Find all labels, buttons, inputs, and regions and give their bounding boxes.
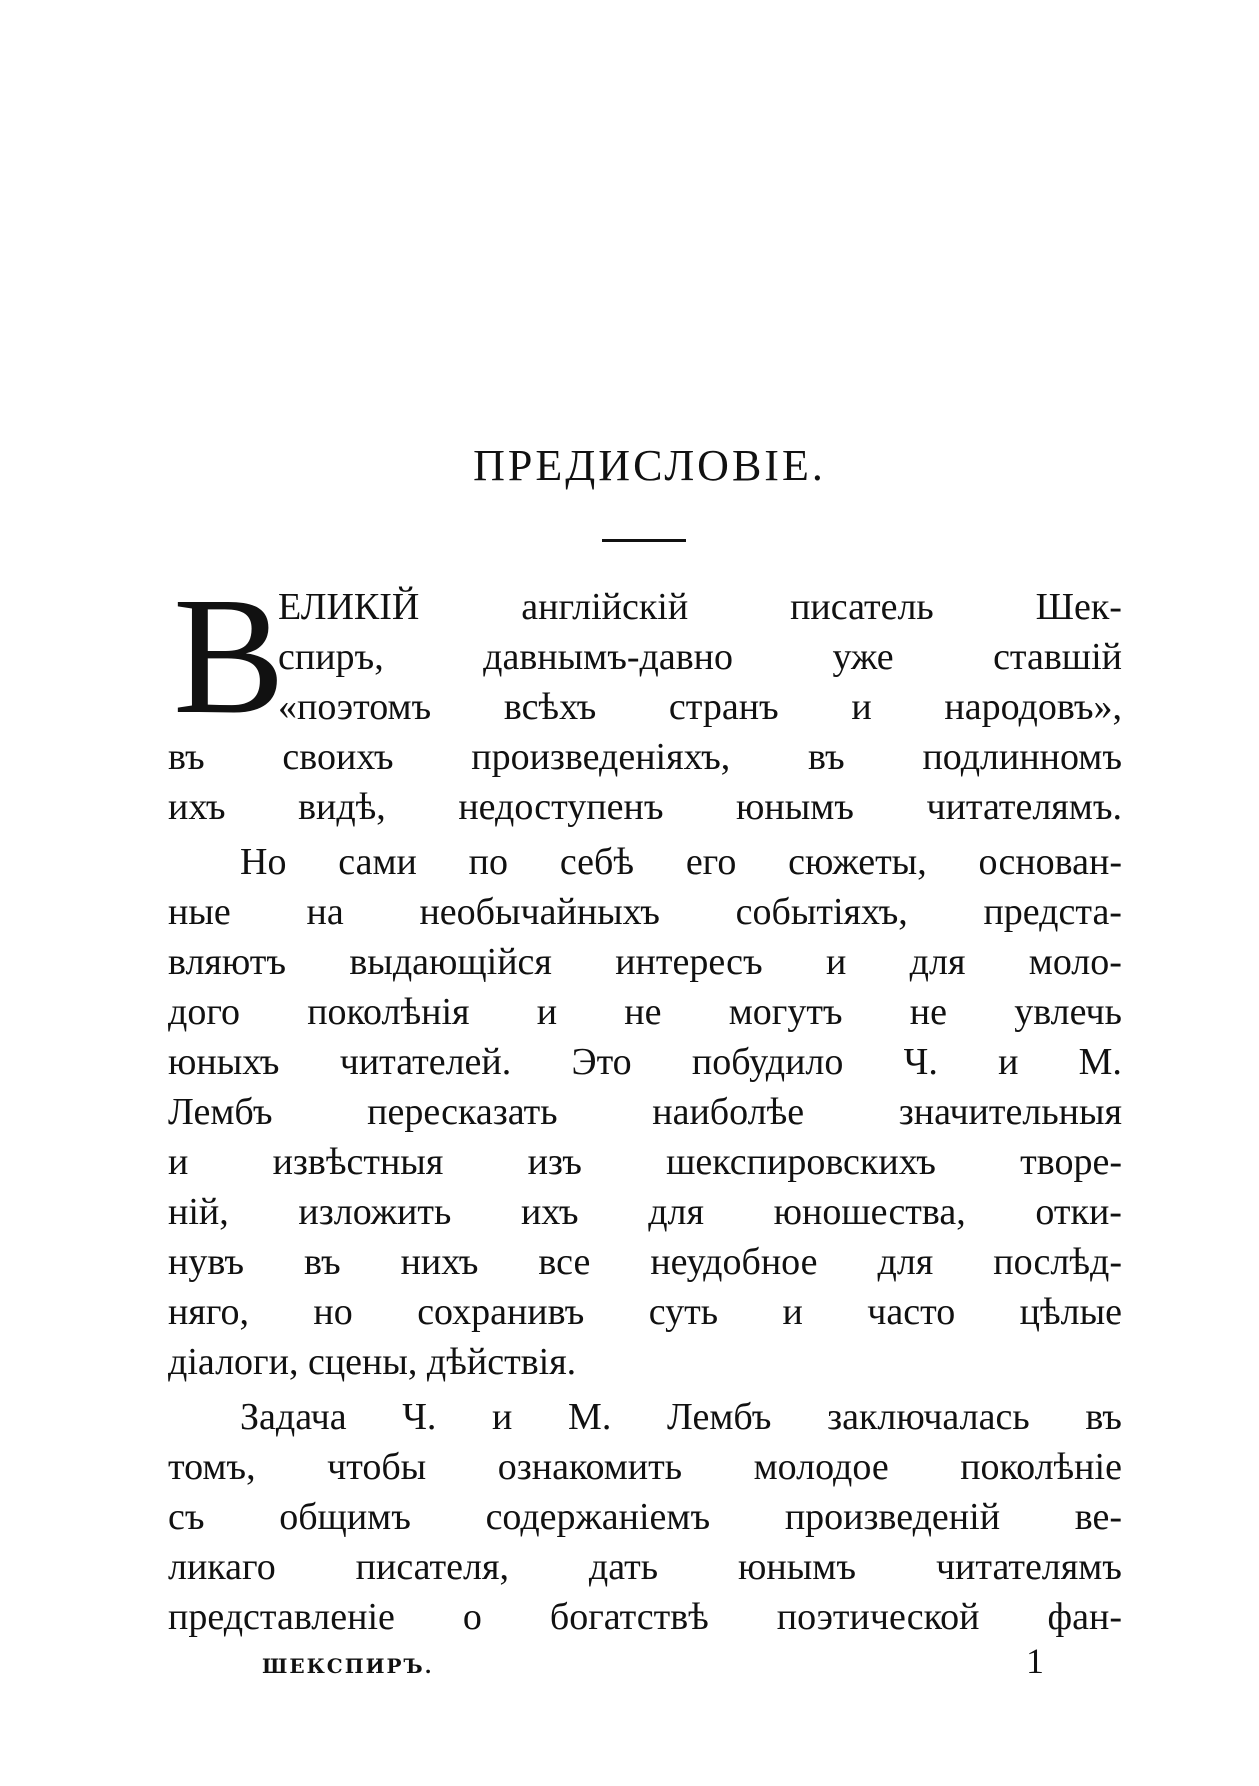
word: и — [851, 686, 872, 728]
word: фан- — [1047, 1596, 1122, 1638]
text-line — [168, 1037, 1122, 1087]
word: сами — [338, 841, 417, 883]
page-title: ПРЕДИСЛОВІЕ. — [473, 441, 826, 490]
text-line — [168, 732, 1122, 782]
text-line — [168, 837, 1122, 887]
word: но — [313, 1291, 353, 1333]
word: произведеній — [784, 1496, 1001, 1538]
word: послѣд- — [993, 1241, 1122, 1283]
word: увлечь — [1014, 991, 1122, 1033]
text-line — [168, 1542, 1122, 1592]
word: изложить — [298, 1191, 452, 1233]
title-divider — [602, 539, 686, 542]
paragraph-3 — [168, 1392, 1122, 1642]
text-line — [168, 1492, 1122, 1542]
text-line — [168, 1337, 1122, 1387]
word: дого — [168, 991, 240, 1033]
word: уже — [832, 636, 894, 678]
word: для — [648, 1191, 704, 1233]
drop-cap: В — [173, 563, 286, 749]
word: народовъ», — [944, 686, 1122, 728]
word: и — [782, 1291, 803, 1333]
word: интересъ — [615, 941, 763, 983]
word: необычайныхъ — [419, 891, 660, 933]
word: ознакомить — [497, 1446, 683, 1488]
word: няго, — [168, 1291, 249, 1333]
word: своихъ — [282, 736, 394, 778]
word: извѣстныя — [272, 1141, 444, 1183]
paragraph-2 — [168, 837, 1122, 1387]
word: юношества, — [773, 1191, 966, 1233]
word: юныхъ — [168, 1041, 280, 1083]
word: и — [492, 1396, 513, 1438]
word: спиръ, — [278, 636, 384, 678]
word: вляютъ — [168, 941, 287, 983]
text-line — [168, 682, 1122, 732]
word: въ — [808, 736, 845, 778]
word: Лембъ — [168, 1091, 273, 1133]
word: ставшій — [993, 636, 1122, 678]
word: читателямъ — [935, 1546, 1122, 1588]
word: читателей. — [339, 1041, 512, 1083]
word: творе- — [1020, 1141, 1122, 1183]
word: поколѣнія — [307, 991, 470, 1033]
word: наиболѣе — [652, 1091, 805, 1133]
word: поэтической — [776, 1596, 980, 1638]
word: М. — [1078, 1041, 1122, 1083]
word: писателя, — [355, 1546, 509, 1588]
text-line — [168, 887, 1122, 937]
text-line — [168, 632, 1122, 682]
word: отки- — [1035, 1191, 1122, 1233]
word: М. — [568, 1396, 612, 1438]
word: могутъ — [728, 991, 843, 1033]
word: англійскій — [521, 586, 689, 628]
word: все — [538, 1241, 591, 1283]
text-line — [168, 1392, 1122, 1442]
word: писатель — [790, 586, 934, 628]
page-footer — [262, 1640, 1044, 1682]
word: часто — [867, 1291, 956, 1333]
word: для — [909, 941, 966, 983]
word: ликаго — [168, 1546, 276, 1588]
word: въ — [1085, 1396, 1122, 1438]
paragraph-1 — [168, 563, 1122, 832]
word: Шек- — [1035, 586, 1122, 628]
word: нихъ — [400, 1241, 479, 1283]
word: томъ, — [168, 1446, 256, 1488]
word: содержаніемъ — [485, 1496, 711, 1538]
text-line — [168, 1187, 1122, 1237]
text-line — [168, 1087, 1122, 1137]
word: молодое — [753, 1446, 889, 1488]
word: заключалась — [827, 1396, 1030, 1438]
word: неудобное — [650, 1241, 818, 1283]
word: ихъ — [520, 1191, 579, 1233]
word: побудило — [691, 1041, 844, 1083]
word: представленіе — [168, 1596, 395, 1638]
word: недоступенъ — [458, 786, 664, 828]
word: выдающійся — [349, 941, 552, 983]
word: всѣхъ — [503, 686, 597, 728]
word: и — [826, 941, 847, 983]
word: сюжеты, — [788, 841, 927, 883]
word: ихъ — [168, 786, 226, 828]
word: читателямъ. — [926, 786, 1122, 828]
word: изъ — [527, 1141, 582, 1183]
word: юнымъ — [735, 786, 854, 828]
word: съ — [168, 1496, 205, 1538]
word: подлинномъ — [922, 736, 1122, 778]
word: ные — [168, 891, 231, 933]
word: юнымъ — [738, 1546, 856, 1588]
word: на — [306, 891, 344, 933]
word: по — [468, 841, 509, 883]
word: Задача — [240, 1396, 347, 1438]
word: и — [998, 1041, 1019, 1083]
word: сохранивъ — [417, 1291, 585, 1333]
word: и — [168, 1141, 189, 1183]
text-line — [168, 782, 1122, 832]
word: не — [909, 991, 947, 1033]
running-title: ШЕКСПИРЪ. — [262, 1654, 434, 1678]
word: видѣ, — [298, 786, 386, 828]
word: чтобы — [327, 1446, 427, 1488]
word: произведеніяхъ, — [471, 736, 731, 778]
word: поколѣніе — [960, 1446, 1122, 1488]
word: значительныя — [898, 1091, 1122, 1133]
text-line — [168, 987, 1122, 1037]
word: въ — [303, 1241, 341, 1283]
word: дать — [588, 1546, 659, 1588]
word: для — [877, 1241, 934, 1283]
word: «поэтомъ — [278, 686, 432, 728]
main-text — [168, 563, 1122, 1642]
word: въ — [168, 736, 205, 778]
text-line — [168, 1287, 1122, 1337]
word: цѣлые — [1019, 1291, 1122, 1333]
word: не — [624, 991, 662, 1033]
word: моло- — [1028, 941, 1122, 983]
word: Лембъ — [666, 1396, 772, 1438]
text-line — [168, 937, 1122, 987]
word: діалоги, сцены, дѣйствія. — [168, 1341, 577, 1383]
text-line — [168, 1592, 1122, 1642]
word: шекспировскихъ — [666, 1141, 936, 1183]
word: предста- — [983, 891, 1122, 933]
word: ній, — [168, 1191, 229, 1233]
text-line — [168, 1237, 1122, 1287]
page-number: 1 — [1026, 1641, 1044, 1681]
word: общимъ — [279, 1496, 411, 1538]
word: богатствѣ — [549, 1596, 709, 1638]
text-line — [168, 1442, 1122, 1492]
word: ЕЛИКІЙ — [278, 586, 420, 628]
dropcap-lines — [168, 563, 1122, 749]
word: нувъ — [168, 1241, 244, 1283]
word: событіяхъ, — [735, 891, 908, 933]
word: ве- — [1074, 1496, 1122, 1538]
word: основан- — [978, 841, 1122, 883]
word: Ч. — [402, 1396, 437, 1438]
word: о — [462, 1596, 482, 1638]
text-line — [168, 582, 1122, 632]
word: его — [685, 841, 737, 883]
word: Но — [240, 841, 287, 883]
word: странъ — [668, 686, 779, 728]
word: и — [536, 991, 558, 1033]
word: суть — [648, 1291, 719, 1333]
word: себѣ — [559, 841, 634, 883]
word: Это — [571, 1041, 632, 1083]
word: Ч. — [903, 1041, 938, 1083]
word: пересказать — [367, 1091, 558, 1133]
word: давнымъ-давно — [483, 636, 733, 678]
text-line — [168, 1137, 1122, 1187]
